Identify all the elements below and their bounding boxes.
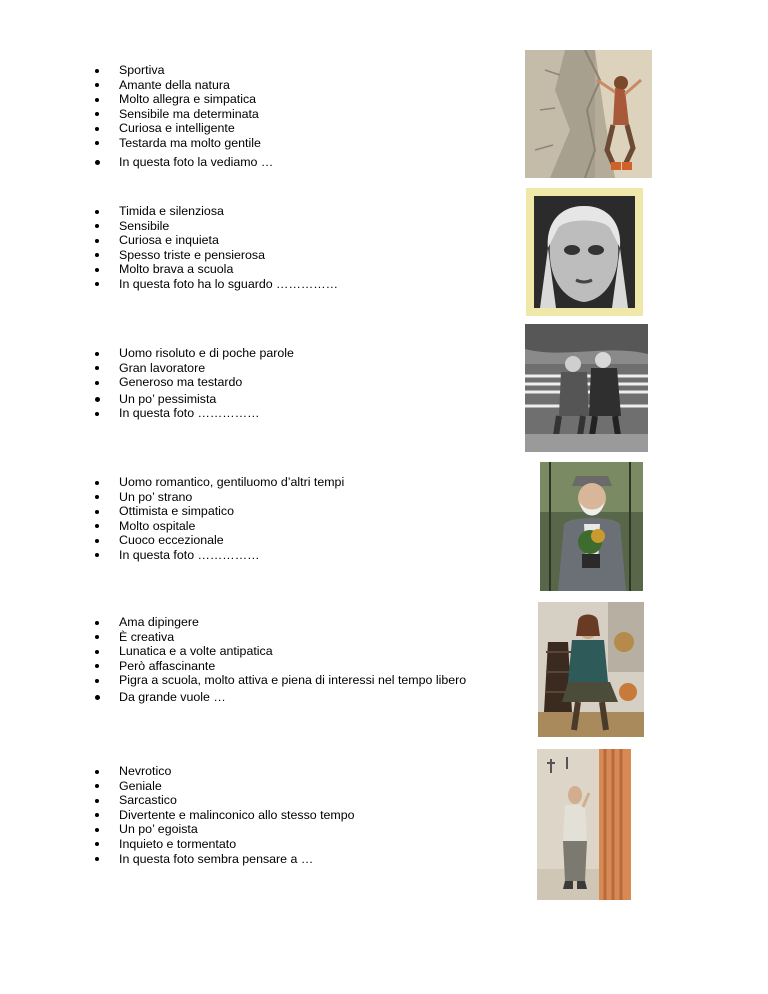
girl-chair-photo — [538, 602, 644, 737]
trait-item: Amante della natura — [92, 78, 512, 93]
trait-item: Sportiva — [92, 63, 512, 78]
trait-item: Molto allegra e simpatica — [92, 92, 512, 107]
trait-item: Uomo romantico, gentiluomo d’altri tempi — [92, 475, 512, 490]
trait-item: Uomo risoluto e di poche parole — [92, 346, 512, 361]
trait-item: Molto ospitale — [92, 519, 512, 534]
trait-list-1 — [92, 63, 512, 169]
trait-item: Molto brava a scuola — [92, 262, 512, 277]
trait-item: Sensibile ma determinata — [92, 107, 512, 122]
trait-item: Un po’ strano — [92, 490, 512, 505]
girl-portrait-photo — [526, 188, 643, 316]
trait-list-6 — [92, 764, 512, 866]
trait-item: Inquieto e tormentato — [92, 837, 512, 852]
trait-item: Testarda ma molto gentile — [92, 136, 512, 151]
trait-item: Pigra a scuola, molto attiva e piena di interessi nel tempo libero — [92, 673, 512, 688]
trait-item: Spesso triste e pensierosa — [92, 248, 512, 263]
description-section-1 — [92, 63, 512, 169]
couple-bench-photo — [525, 324, 648, 452]
trait-item: Un po’ egoista — [92, 822, 512, 837]
trait-item: Ama dipingere — [92, 615, 512, 630]
old-man-plant-photo — [540, 462, 643, 591]
description-section-4 — [92, 475, 512, 563]
trait-item: Geniale — [92, 779, 512, 794]
trait-item: Curiosa e intelligente — [92, 121, 512, 136]
description-section-6 — [92, 764, 512, 866]
description-section-5 — [92, 615, 512, 705]
trait-item: Lunatica e a volte antipatica — [92, 644, 512, 659]
trait-item: Un po’ pessimista — [92, 392, 512, 407]
description-section-3 — [92, 346, 512, 421]
trait-list-4 — [92, 475, 512, 563]
description-section-2 — [92, 204, 512, 292]
man-curtain-photo — [537, 749, 631, 900]
trait-item: Sarcastico — [92, 793, 512, 808]
trait-list-5 — [92, 615, 512, 705]
trait-list-2 — [92, 204, 512, 292]
prompt-item: In questa foto la vediamo … — [92, 155, 512, 170]
prompt-item: Da grande vuole … — [92, 690, 512, 705]
prompt-item: In questa foto …………… — [92, 406, 512, 421]
trait-item: È creativa — [92, 630, 512, 645]
prompt-item: In questa foto …………… — [92, 548, 512, 563]
trait-item: Gran lavoratore — [92, 361, 512, 376]
trait-item: Curiosa e inquieta — [92, 233, 512, 248]
climber-photo — [525, 50, 652, 178]
trait-item: Generoso ma testardo — [92, 375, 512, 390]
trait-item: Nevrotico — [92, 764, 512, 779]
trait-item: Cuoco eccezionale — [92, 533, 512, 548]
trait-item: Timida e silenziosa — [92, 204, 512, 219]
prompt-item: In questa foto ha lo sguardo …………… — [92, 277, 512, 292]
trait-item: Ottimista e simpatico — [92, 504, 512, 519]
trait-item: Sensibile — [92, 219, 512, 234]
trait-item: Però affascinante — [92, 659, 512, 674]
trait-list-3 — [92, 346, 512, 421]
trait-item: Divertente e malinconico allo stesso tempo — [92, 808, 512, 823]
prompt-item: In questa foto sembra pensare a … — [92, 852, 512, 867]
